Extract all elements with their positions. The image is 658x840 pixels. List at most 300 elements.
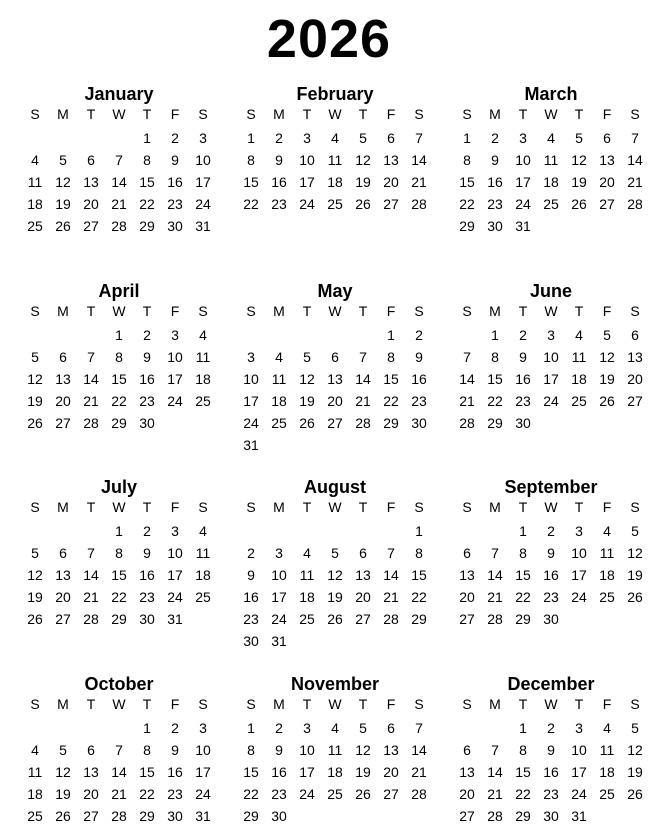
week-row bbox=[453, 783, 649, 805]
day-cell: 17 bbox=[167, 567, 183, 583]
week-row bbox=[21, 542, 217, 564]
week-row bbox=[453, 739, 649, 761]
day-cell: 14 bbox=[383, 567, 399, 583]
weekday-label: F bbox=[386, 499, 396, 515]
day-cell: 8 bbox=[519, 545, 527, 561]
day-cell: 27 bbox=[383, 786, 399, 802]
day-cell: 27 bbox=[459, 808, 475, 824]
day-cell: 25 bbox=[327, 786, 343, 802]
week-row bbox=[453, 171, 649, 193]
day-cell: 24 bbox=[543, 393, 559, 409]
day-cell: 12 bbox=[627, 742, 643, 758]
empty-cell bbox=[77, 717, 105, 739]
weekday-label: T bbox=[86, 499, 96, 515]
day-cell: 3 bbox=[303, 720, 311, 736]
week-row bbox=[21, 368, 217, 390]
week-row bbox=[21, 520, 217, 542]
day-cell: 31 bbox=[571, 808, 587, 824]
day-cell: 12 bbox=[55, 764, 71, 780]
day-cell: 22 bbox=[411, 589, 427, 605]
weekday-label: S bbox=[630, 106, 640, 122]
day-cell: 23 bbox=[139, 393, 155, 409]
day-cell: 12 bbox=[55, 174, 71, 190]
day-cell: 16 bbox=[487, 174, 503, 190]
day-cell: 25 bbox=[571, 393, 587, 409]
day-cell: 29 bbox=[459, 218, 475, 234]
empty-cell bbox=[621, 412, 649, 434]
day-cell: 19 bbox=[571, 174, 587, 190]
day-cell: 13 bbox=[355, 567, 371, 583]
empty-cell bbox=[349, 520, 377, 542]
day-cell: 9 bbox=[415, 349, 423, 365]
day-cell: 29 bbox=[515, 611, 531, 627]
day-cell: 11 bbox=[327, 742, 343, 758]
week-row bbox=[21, 564, 217, 586]
day-cell: 24 bbox=[571, 786, 587, 802]
empty-cell bbox=[593, 215, 621, 237]
weekday-label: F bbox=[170, 303, 180, 319]
day-cell: 7 bbox=[87, 545, 95, 561]
empty-cell bbox=[593, 608, 621, 630]
weekday-label: W bbox=[112, 696, 126, 712]
weekday-label: T bbox=[142, 499, 152, 515]
day-cell: 16 bbox=[139, 371, 155, 387]
weekday-label: W bbox=[112, 499, 126, 515]
day-cell: 2 bbox=[247, 545, 255, 561]
day-cell: 27 bbox=[599, 196, 615, 212]
day-cell: 25 bbox=[195, 589, 211, 605]
weekday-header bbox=[21, 302, 217, 320]
weekday-label: M bbox=[57, 106, 69, 122]
month-name: April bbox=[98, 281, 140, 301]
day-cell: 5 bbox=[59, 742, 67, 758]
day-cell: 2 bbox=[275, 720, 283, 736]
day-cell: 11 bbox=[27, 764, 43, 780]
day-cell: 20 bbox=[599, 174, 615, 190]
month-march bbox=[453, 83, 649, 237]
week-row bbox=[453, 215, 649, 237]
empty-cell bbox=[293, 630, 321, 652]
day-cell: 20 bbox=[83, 786, 99, 802]
day-cell: 6 bbox=[387, 130, 395, 146]
weekday-label: T bbox=[302, 106, 312, 122]
day-cell: 6 bbox=[59, 545, 67, 561]
day-cell: 11 bbox=[571, 349, 587, 365]
day-cell: 24 bbox=[299, 786, 315, 802]
day-cell: 3 bbox=[199, 720, 207, 736]
day-cell: 6 bbox=[87, 152, 95, 168]
week-row bbox=[237, 346, 433, 368]
day-cell: 23 bbox=[271, 196, 287, 212]
day-cell: 6 bbox=[631, 327, 639, 343]
day-cell: 31 bbox=[195, 808, 211, 824]
empty-cell bbox=[49, 717, 77, 739]
day-cell: 23 bbox=[543, 786, 559, 802]
week-row bbox=[453, 149, 649, 171]
month-name: December bbox=[507, 674, 595, 694]
weekday-header bbox=[21, 105, 217, 123]
weekday-label: M bbox=[273, 303, 285, 319]
empty-cell bbox=[453, 324, 481, 346]
day-cell: 11 bbox=[599, 742, 615, 758]
day-cell: 12 bbox=[299, 371, 315, 387]
day-cell: 16 bbox=[271, 764, 287, 780]
day-cell: 9 bbox=[547, 742, 555, 758]
day-cell: 16 bbox=[243, 589, 259, 605]
weekday-label: T bbox=[518, 303, 528, 319]
day-cell: 7 bbox=[491, 742, 499, 758]
empty-cell bbox=[377, 805, 405, 827]
day-cell: 4 bbox=[31, 742, 39, 758]
weekday-label: W bbox=[328, 106, 342, 122]
day-cell: 7 bbox=[359, 349, 367, 365]
day-cell: 27 bbox=[55, 611, 71, 627]
day-cell: 22 bbox=[487, 393, 503, 409]
day-cell: 23 bbox=[515, 393, 531, 409]
day-cell: 26 bbox=[355, 196, 371, 212]
week-row bbox=[237, 368, 433, 390]
weekday-label: W bbox=[544, 106, 558, 122]
day-cell: 4 bbox=[575, 327, 583, 343]
empty-cell bbox=[621, 805, 649, 827]
month-name: January bbox=[84, 84, 154, 104]
day-cell: 29 bbox=[139, 218, 155, 234]
empty-cell bbox=[321, 630, 349, 652]
week-row bbox=[453, 586, 649, 608]
month-april bbox=[21, 280, 217, 434]
day-cell: 17 bbox=[195, 174, 211, 190]
day-cell: 1 bbox=[491, 327, 499, 343]
day-cell: 29 bbox=[111, 611, 127, 627]
day-cell: 10 bbox=[299, 742, 315, 758]
day-cell: 2 bbox=[275, 130, 283, 146]
empty-cell bbox=[565, 412, 593, 434]
day-cell: 28 bbox=[111, 808, 127, 824]
day-cell: 27 bbox=[327, 415, 343, 431]
weekday-label: S bbox=[462, 696, 472, 712]
day-cell: 10 bbox=[271, 567, 287, 583]
weekday-label: W bbox=[544, 499, 558, 515]
day-cell: 19 bbox=[627, 567, 643, 583]
week-row bbox=[21, 608, 217, 630]
day-cell: 26 bbox=[599, 393, 615, 409]
day-cell: 28 bbox=[627, 196, 643, 212]
weekday-label: T bbox=[358, 499, 368, 515]
empty-cell bbox=[321, 434, 349, 456]
weekday-label: M bbox=[489, 696, 501, 712]
day-cell: 21 bbox=[487, 589, 503, 605]
month-name: June bbox=[529, 281, 572, 301]
day-cell: 4 bbox=[303, 545, 311, 561]
week-row bbox=[453, 520, 649, 542]
day-cell: 1 bbox=[247, 130, 255, 146]
day-cell: 18 bbox=[327, 764, 343, 780]
day-cell: 17 bbox=[271, 589, 287, 605]
empty-cell bbox=[21, 717, 49, 739]
day-cell: 17 bbox=[571, 764, 587, 780]
weekday-label: W bbox=[544, 696, 558, 712]
weekday-label: S bbox=[462, 303, 472, 319]
day-cell: 24 bbox=[515, 196, 531, 212]
day-cell: 25 bbox=[271, 415, 287, 431]
weekday-label: S bbox=[198, 696, 208, 712]
day-cell: 30 bbox=[271, 808, 287, 824]
day-cell: 14 bbox=[627, 152, 643, 168]
day-cell: 14 bbox=[111, 174, 127, 190]
day-cell: 3 bbox=[247, 349, 255, 365]
day-cell: 11 bbox=[543, 152, 559, 168]
day-cell: 17 bbox=[571, 567, 587, 583]
day-cell: 16 bbox=[139, 567, 155, 583]
day-cell: 22 bbox=[243, 786, 259, 802]
day-cell: 10 bbox=[571, 742, 587, 758]
empty-cell bbox=[105, 127, 133, 149]
day-cell: 13 bbox=[383, 742, 399, 758]
day-cell: 12 bbox=[327, 567, 343, 583]
week-row bbox=[237, 434, 433, 456]
weekday-header bbox=[453, 695, 649, 713]
week-row bbox=[21, 761, 217, 783]
weekday-label: F bbox=[170, 696, 180, 712]
day-cell: 9 bbox=[171, 152, 179, 168]
day-cell: 23 bbox=[487, 196, 503, 212]
month-name: May bbox=[317, 281, 353, 301]
day-cell: 25 bbox=[599, 786, 615, 802]
weekday-label: S bbox=[414, 696, 424, 712]
empty-cell bbox=[189, 608, 217, 630]
week-row bbox=[453, 761, 649, 783]
empty-cell bbox=[77, 127, 105, 149]
day-cell: 14 bbox=[411, 152, 427, 168]
day-cell: 18 bbox=[299, 589, 315, 605]
day-cell: 26 bbox=[627, 589, 643, 605]
day-cell: 18 bbox=[327, 174, 343, 190]
day-cell: 5 bbox=[31, 545, 39, 561]
week-row bbox=[237, 171, 433, 193]
empty-cell bbox=[593, 412, 621, 434]
day-cell: 20 bbox=[627, 371, 643, 387]
day-cell: 9 bbox=[143, 545, 151, 561]
weekday-label: S bbox=[246, 106, 256, 122]
day-cell: 13 bbox=[55, 371, 71, 387]
day-cell: 23 bbox=[167, 786, 183, 802]
day-cell: 9 bbox=[171, 742, 179, 758]
day-cell: 6 bbox=[603, 130, 611, 146]
month-august bbox=[237, 476, 433, 652]
month-name: November bbox=[290, 674, 380, 694]
empty-cell bbox=[237, 324, 265, 346]
month-june bbox=[453, 280, 649, 434]
day-cell: 13 bbox=[55, 567, 71, 583]
day-cell: 16 bbox=[543, 567, 559, 583]
week-row bbox=[21, 171, 217, 193]
empty-cell bbox=[189, 412, 217, 434]
weekday-label: T bbox=[302, 303, 312, 319]
week-row bbox=[21, 193, 217, 215]
day-cell: 10 bbox=[167, 545, 183, 561]
empty-cell bbox=[77, 520, 105, 542]
day-cell: 22 bbox=[515, 589, 531, 605]
week-row bbox=[453, 193, 649, 215]
weekday-label: S bbox=[246, 696, 256, 712]
day-cell: 25 bbox=[27, 808, 43, 824]
day-cell: 30 bbox=[411, 415, 427, 431]
empty-cell bbox=[377, 520, 405, 542]
day-cell: 27 bbox=[355, 611, 371, 627]
day-cell: 13 bbox=[599, 152, 615, 168]
day-cell: 31 bbox=[515, 218, 531, 234]
day-cell: 5 bbox=[359, 720, 367, 736]
day-cell: 23 bbox=[271, 786, 287, 802]
day-cell: 4 bbox=[603, 523, 611, 539]
day-cell: 4 bbox=[31, 152, 39, 168]
day-cell: 29 bbox=[139, 808, 155, 824]
day-cell: 5 bbox=[631, 523, 639, 539]
day-cell: 2 bbox=[171, 130, 179, 146]
day-cell: 13 bbox=[383, 152, 399, 168]
week-row bbox=[21, 215, 217, 237]
day-cell: 8 bbox=[143, 152, 151, 168]
weekday-label: F bbox=[386, 106, 396, 122]
weekday-header bbox=[237, 498, 433, 516]
month-february bbox=[237, 83, 433, 215]
weekday-label: M bbox=[57, 696, 69, 712]
week-row bbox=[453, 717, 649, 739]
empty-cell bbox=[349, 434, 377, 456]
day-cell: 7 bbox=[415, 130, 423, 146]
day-cell: 10 bbox=[167, 349, 183, 365]
day-cell: 23 bbox=[139, 589, 155, 605]
empty-cell bbox=[621, 608, 649, 630]
day-cell: 15 bbox=[383, 371, 399, 387]
weekday-label: M bbox=[273, 696, 285, 712]
month-name: September bbox=[504, 477, 598, 497]
weekday-label: S bbox=[198, 303, 208, 319]
day-cell: 17 bbox=[243, 393, 259, 409]
day-cell: 23 bbox=[543, 589, 559, 605]
week-row bbox=[21, 149, 217, 171]
day-cell: 6 bbox=[87, 742, 95, 758]
empty-cell bbox=[105, 717, 133, 739]
day-cell: 22 bbox=[139, 786, 155, 802]
weekday-label: M bbox=[273, 499, 285, 515]
day-cell: 21 bbox=[411, 174, 427, 190]
day-cell: 5 bbox=[31, 349, 39, 365]
week-row bbox=[237, 127, 433, 149]
day-cell: 14 bbox=[459, 371, 475, 387]
day-cell: 28 bbox=[487, 611, 503, 627]
day-cell: 17 bbox=[167, 371, 183, 387]
empty-cell bbox=[481, 520, 509, 542]
day-cell: 14 bbox=[111, 764, 127, 780]
weekday-header bbox=[21, 498, 217, 516]
day-cell: 22 bbox=[383, 393, 399, 409]
day-cell: 24 bbox=[299, 196, 315, 212]
day-cell: 17 bbox=[195, 764, 211, 780]
day-cell: 4 bbox=[331, 130, 339, 146]
empty-cell bbox=[21, 520, 49, 542]
week-row bbox=[21, 739, 217, 761]
day-cell: 14 bbox=[411, 742, 427, 758]
day-cell: 15 bbox=[459, 174, 475, 190]
day-cell: 2 bbox=[491, 130, 499, 146]
weekday-label: T bbox=[574, 303, 584, 319]
day-cell: 12 bbox=[27, 567, 43, 583]
month-december bbox=[453, 673, 649, 827]
day-cell: 28 bbox=[83, 611, 99, 627]
day-cell: 11 bbox=[195, 349, 211, 365]
day-cell: 11 bbox=[271, 371, 287, 387]
day-cell: 30 bbox=[167, 808, 183, 824]
day-cell: 18 bbox=[195, 371, 211, 387]
day-cell: 3 bbox=[547, 327, 555, 343]
day-cell: 2 bbox=[519, 327, 527, 343]
day-cell: 13 bbox=[83, 764, 99, 780]
day-cell: 3 bbox=[275, 545, 283, 561]
week-row bbox=[453, 390, 649, 412]
weekday-label: T bbox=[302, 696, 312, 712]
day-cell: 1 bbox=[115, 523, 123, 539]
day-cell: 2 bbox=[547, 523, 555, 539]
day-cell: 9 bbox=[247, 567, 255, 583]
empty-cell bbox=[49, 324, 77, 346]
weekday-label: S bbox=[30, 499, 40, 515]
week-row bbox=[21, 324, 217, 346]
weekday-label: S bbox=[198, 499, 208, 515]
week-row bbox=[21, 412, 217, 434]
empty-cell bbox=[293, 520, 321, 542]
empty-cell bbox=[265, 434, 293, 456]
weekday-header bbox=[453, 302, 649, 320]
month-november bbox=[237, 673, 433, 827]
day-cell: 21 bbox=[627, 174, 643, 190]
day-cell: 30 bbox=[139, 611, 155, 627]
day-cell: 2 bbox=[143, 523, 151, 539]
day-cell: 19 bbox=[299, 393, 315, 409]
day-cell: 7 bbox=[415, 720, 423, 736]
day-cell: 22 bbox=[139, 196, 155, 212]
day-cell: 20 bbox=[355, 589, 371, 605]
weekday-label: S bbox=[462, 106, 472, 122]
day-cell: 24 bbox=[195, 196, 211, 212]
weekday-header bbox=[237, 695, 433, 713]
empty-cell bbox=[349, 630, 377, 652]
day-cell: 6 bbox=[463, 545, 471, 561]
empty-cell bbox=[621, 215, 649, 237]
day-cell: 25 bbox=[599, 589, 615, 605]
day-cell: 25 bbox=[27, 218, 43, 234]
day-cell: 19 bbox=[55, 196, 71, 212]
day-cell: 12 bbox=[355, 152, 371, 168]
day-cell: 9 bbox=[491, 152, 499, 168]
day-cell: 9 bbox=[143, 349, 151, 365]
day-cell: 3 bbox=[575, 523, 583, 539]
day-cell: 25 bbox=[195, 393, 211, 409]
empty-cell bbox=[49, 127, 77, 149]
weekday-label: T bbox=[518, 696, 528, 712]
day-cell: 12 bbox=[571, 152, 587, 168]
day-cell: 14 bbox=[83, 371, 99, 387]
week-row bbox=[21, 783, 217, 805]
empty-cell bbox=[49, 520, 77, 542]
day-cell: 19 bbox=[627, 764, 643, 780]
weekday-label: F bbox=[602, 499, 612, 515]
day-cell: 8 bbox=[115, 545, 123, 561]
day-cell: 8 bbox=[247, 152, 255, 168]
day-cell: 30 bbox=[543, 808, 559, 824]
weekday-label: T bbox=[86, 106, 96, 122]
day-cell: 21 bbox=[459, 393, 475, 409]
